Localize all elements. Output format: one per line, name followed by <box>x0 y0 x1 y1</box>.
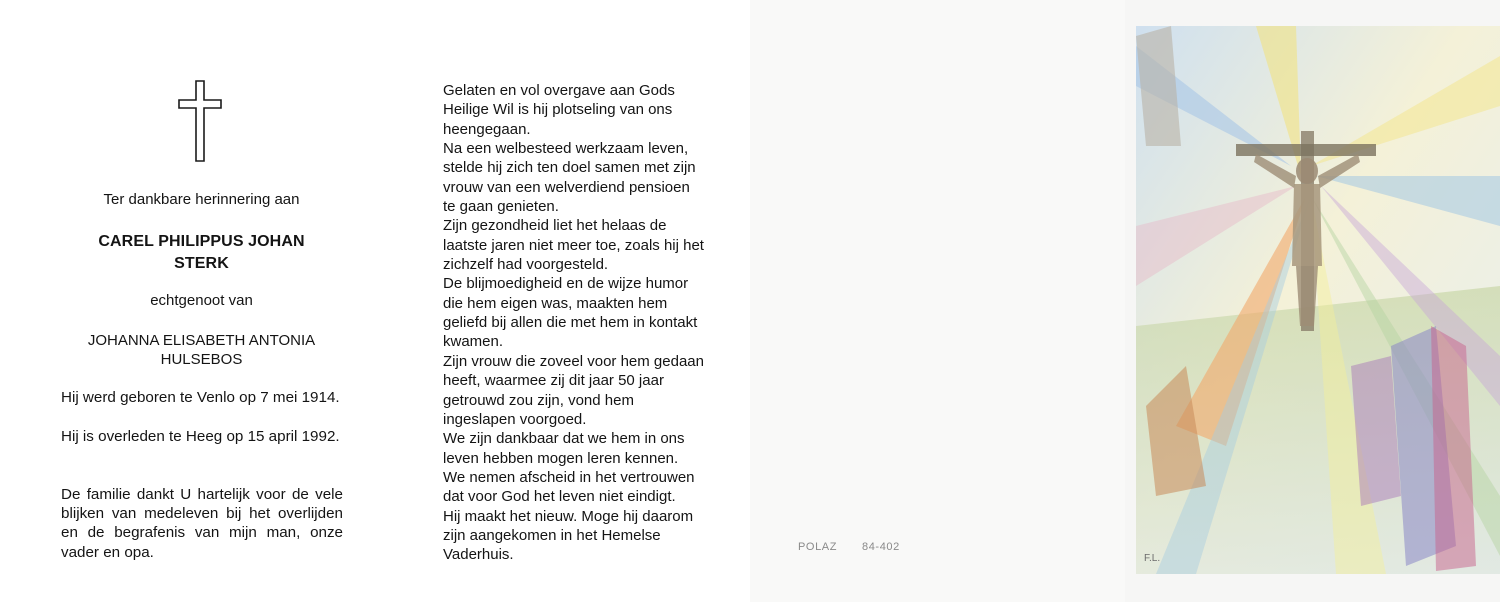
deceased-name <box>30 231 373 275</box>
deceased-name-line2: STERK <box>174 255 229 272</box>
memorial-text-line: Heilige Wil is hij plotseling van ons <box>443 101 673 119</box>
memorial-text <box>443 81 743 565</box>
memorial-text-line: dat voor God het leven niet eindigt. <box>443 488 676 506</box>
relation-text: echtgenoot van <box>150 292 253 309</box>
birth-statement: Hij werd geboren te Venlo op 7 mei 1914. <box>61 389 340 406</box>
card-back <box>750 0 1125 602</box>
dedication-intro: Ter dankbare herinnering aan <box>103 191 300 208</box>
memorial-text-line: heengegaan. <box>443 120 531 138</box>
memorial-text-line: De blijmoedigheid en de wijze humor <box>443 275 689 293</box>
memorial-text-line: Hij maakt het nieuw. Moge hij daarom <box>443 507 694 525</box>
memorial-text-line: te gaan genieten. <box>443 198 559 216</box>
memorial-card-front <box>0 0 375 602</box>
memorial-text-line: Vaderhuis. <box>443 546 514 564</box>
artist-signature: F.L. <box>1144 553 1161 564</box>
memorial-text-line: zichzelf had voorgesteld. <box>443 256 609 274</box>
memorial-text-line: zijn aangekomen in het Hemelse <box>443 526 661 544</box>
memorial-text-line: stelde hij zich ten doel samen met zijn <box>443 159 696 177</box>
memorial-text-line: vrouw van een welverdiend pensioen <box>443 178 690 196</box>
memorial-text-line: die hem eigen was, maakten hem <box>443 294 668 312</box>
product-code: 84-402 <box>862 541 900 553</box>
spouse-name-line2: HULSEBOS <box>160 351 243 368</box>
spouse-name <box>30 331 373 369</box>
memorial-text-line: leven hebben mogen leren kennen. <box>443 449 679 467</box>
memorial-text-line: ingeslapen voorgoed. <box>443 410 587 428</box>
memorial-text-line: kwamen. <box>443 333 504 351</box>
memorial-text-line: Na een welbesteed werkzaam leven, <box>443 140 689 158</box>
death-statement: Hij is overleden te Heeg op 15 april 1992. <box>61 428 340 445</box>
family-thanks: De familie dankt U hartelijk voor de vele blijken van medeleven bij het overlijden en de begrafenis van mijn man, onze vader en opa. <box>61 486 343 561</box>
memorial-text-line: Zijn vrouw die zoveel voor hem gedaan <box>443 352 704 370</box>
memorial-text-line: Zijn gezondheid liet het helaas de <box>443 217 667 235</box>
memorial-text-line: heeft, waarmee zij dit jaar 50 jaar <box>443 372 664 390</box>
deceased-name-line1: CAREL PHILIPPUS JOHAN <box>98 233 305 250</box>
spouse-name-line1: JOHANNA ELISABETH ANTONIA <box>87 332 316 349</box>
memorial-text-line: We nemen afscheid in het vertrouwen <box>443 468 695 486</box>
memorial-text-line: laatste jaren niet meer toe, zoals hij het <box>443 236 704 254</box>
crucifixion-drawing-icon <box>1136 26 1500 574</box>
publisher-imprint: POLAZ <box>798 541 838 553</box>
memorial-text-line: getrouwd zou zijn, vond hem <box>443 391 634 409</box>
memorial-text-line: Gelaten en vol overgave aan Gods <box>443 82 675 99</box>
cross-icon <box>178 80 222 162</box>
memorial-text-line: We zijn dankbaar dat we hem in ons <box>443 430 685 448</box>
memorial-text-line: geliefd bij allen die met hem in kontakt <box>443 314 698 332</box>
